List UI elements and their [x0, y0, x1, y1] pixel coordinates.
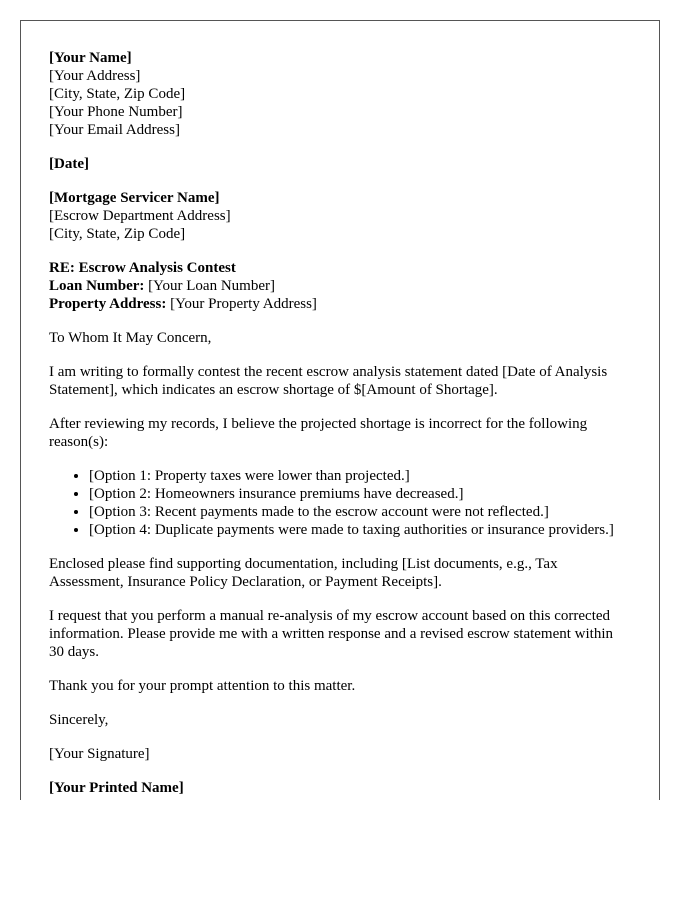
sender-phone: [Your Phone Number] [49, 104, 183, 120]
letter-page [20, 20, 660, 800]
reference-block [49, 259, 629, 313]
thanks-paragraph: Thank you for your prompt attention to this matter. [49, 678, 356, 694]
recipient-address: [Escrow Department Address] [49, 208, 231, 224]
list-item: • [Option 4: Duplicate payments were made to taxing authorities or insurance providers.] [89, 521, 629, 539]
printed-name: [Your Printed Name] [49, 780, 184, 796]
loan-number-label: Loan Number: [49, 278, 145, 294]
sender-block [49, 49, 629, 139]
salutation: To Whom It May Concern, [49, 330, 212, 346]
property-address-line [49, 295, 629, 313]
list-item: • [Option 2: Homeowners insurance premiums have decreased.] [89, 485, 629, 503]
recipient-city-state-zip: [City, State, Zip Code] [49, 226, 186, 242]
letter-content [49, 49, 629, 800]
reasons-list [49, 467, 629, 539]
intro-paragraph: I am writing to formally contest the recent escrow analysis statement dated [Date of Analysis Statement], which indicates an escrow shortage of $[Amount of Shortage]. [49, 364, 608, 398]
sender-city-state-zip: [City, State, Zip Code] [49, 86, 186, 102]
sender-email: [Your Email Address] [49, 122, 180, 138]
list-item: • [Option 3: Recent payments made to the escrow account were not reflected.] [89, 503, 629, 521]
signature: [Your Signature] [49, 746, 150, 762]
date-block [49, 155, 629, 173]
loan-number-value: [Your Loan Number] [144, 278, 275, 294]
review-paragraph: After reviewing my records, I believe the projected shortage is incorrect for the following reason(s): [49, 416, 588, 450]
list-item: • [Option 1: Property taxes were lower than projected.] [89, 467, 629, 485]
sender-name: [Your Name] [49, 50, 132, 66]
sender-address: [Your Address] [49, 68, 141, 84]
re-subject: RE: Escrow Analysis Contest [49, 260, 236, 276]
closing: Sincerely, [49, 712, 109, 728]
loan-number-line [49, 277, 629, 295]
recipient-block [49, 189, 629, 243]
recipient-name: [Mortgage Servicer Name] [49, 190, 220, 206]
property-address-value: [Your Property Address] [166, 296, 317, 312]
letter-date: [Date] [49, 156, 89, 172]
request-paragraph: I request that you perform a manual re-analysis of my escrow account based on this corrected information. Please provide me with a written response and a revised escrow statement within 30 days. [49, 608, 614, 660]
enclosed-paragraph: Enclosed please find supporting documentation, including [List documents, e.g., Tax Assessment, Insurance Policy Declaration, or Payment Receipts]. [49, 556, 558, 590]
property-address-label: Property Address: [49, 296, 167, 312]
